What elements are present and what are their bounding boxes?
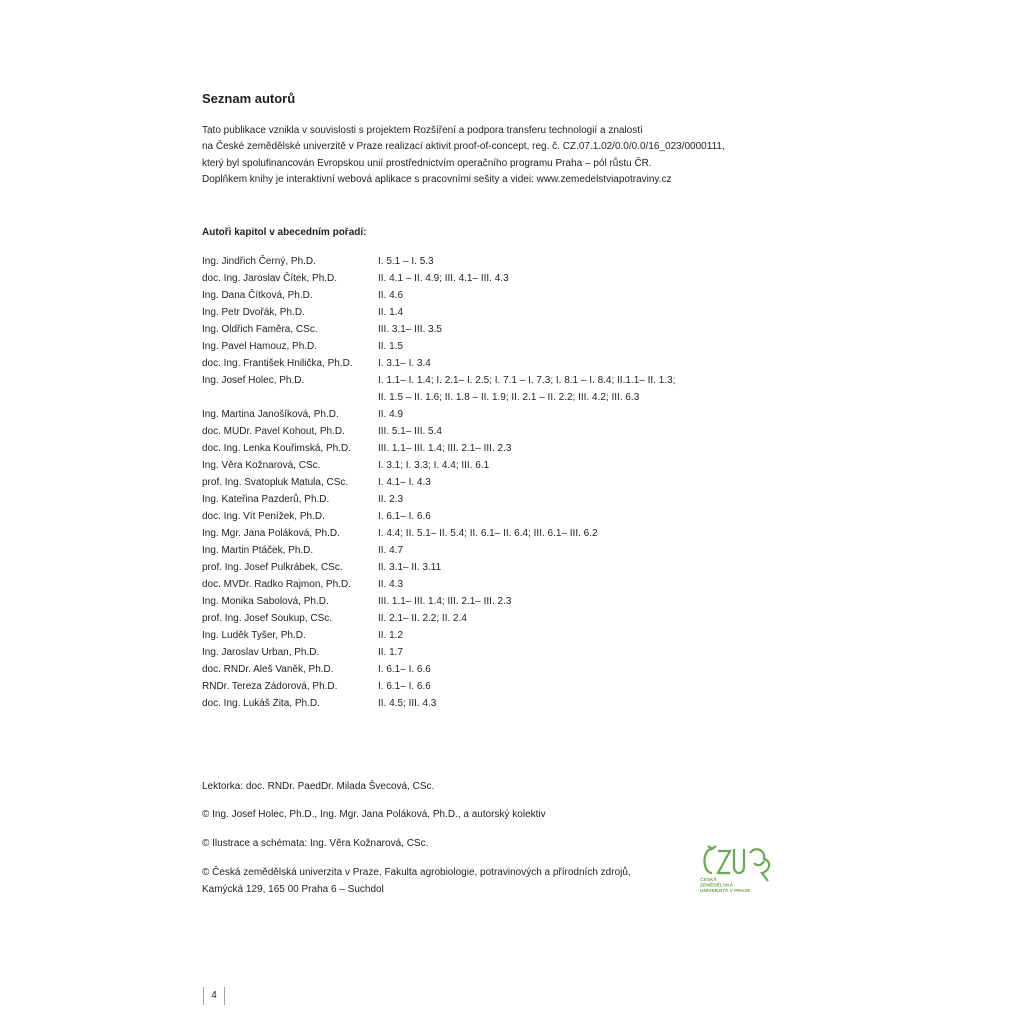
author-name: Ing. Dana Čítková, Ph.D.	[202, 290, 313, 301]
intro-line: Tato publikace vznikla v souvislosti s projektem Rozšíření a podpora transferu technologií a znalostí	[202, 125, 643, 136]
author-name: Ing. Monika Sabolová, Ph.D.	[202, 596, 329, 607]
authors-list	[202, 253, 762, 712]
logo-caption-line: ČESKÁ	[700, 878, 717, 883]
author-chapters	[378, 338, 762, 355]
copyright-authors: © Ing. Josef Holec, Ph.D., Ing. Mgr. Jana Poláková, Ph.D., a autorský kolektiv	[202, 809, 546, 820]
author-chapters	[378, 372, 762, 406]
authors-heading: Autoři kapitol v abecedním pořadí:	[202, 227, 367, 238]
author-chapters-line: I. 4.1– I. 4.3	[378, 477, 431, 488]
author-row	[202, 627, 762, 644]
author-row	[202, 423, 762, 440]
author-name: doc. RNDr. Aleš Vaněk, Ph.D.	[202, 664, 334, 675]
copyright-publisher	[202, 865, 631, 898]
author-chapters	[378, 678, 762, 695]
author-chapters	[378, 253, 762, 270]
author-row	[202, 287, 762, 304]
author-row	[202, 304, 762, 321]
intro-line: na České zemědělské univerzitě v Praze realizací aktivit proof-of-concept, reg. č. CZ.07.1.02/0.0/0.0/16_023/0000111,	[202, 141, 725, 153]
author-name: Ing. Mgr. Jana Poláková, Ph.D.	[202, 528, 340, 539]
author-chapters-line: I. 4.4; II. 5.1– II. 5.4; II. 6.1– II. 6.4; III. 6.1– III. 6.2	[378, 528, 598, 539]
czu-lion-logo-icon	[698, 843, 776, 895]
intro-line: který byl spolufinancován Evropskou unií prostřednictvím operačního programu Praha – pól růstu ČR.	[202, 157, 652, 169]
author-name: Ing. Oldřich Faměra, CSc.	[202, 324, 318, 335]
author-row	[202, 355, 762, 372]
author-chapters-line: I. 6.1– I. 6.6	[378, 664, 431, 675]
author-chapters-line: I. 5.1 – I. 5.3	[378, 256, 434, 267]
author-name: doc. Ing. Lukáš Zita, Ph.D.	[202, 698, 320, 709]
author-chapters-line: III. 5.1– III. 5.4	[378, 426, 442, 437]
page-title: Seznam autorů	[202, 91, 296, 106]
author-chapters	[378, 491, 762, 508]
author-chapters-line: II. 1.4	[378, 307, 404, 318]
reviewer-line: Lektorka: doc. RNDr. PaedDr. Milada Švecová, CSc.	[202, 781, 435, 792]
author-row	[202, 678, 762, 695]
author-chapters	[378, 457, 762, 474]
author-row	[202, 576, 762, 593]
author-name: prof. Ing. Josef Pulkrábek, CSc.	[202, 562, 343, 573]
author-chapters	[378, 576, 762, 593]
author-chapters-line: II. 1.2	[378, 630, 404, 641]
author-chapters-line: I. 3.1– I. 3.4	[378, 358, 431, 369]
intro-paragraph	[202, 123, 822, 188]
author-row	[202, 644, 762, 661]
author-row	[202, 491, 762, 508]
author-row	[202, 559, 762, 576]
author-chapters-line: II. 4.7	[378, 545, 404, 556]
author-row	[202, 440, 762, 457]
author-chapters-line: II. 4.9	[378, 409, 404, 420]
author-chapters	[378, 542, 762, 559]
author-chapters-line: III. 1.1– III. 1.4; III. 2.1– III. 2.3	[378, 596, 512, 607]
author-row	[202, 474, 762, 491]
author-name: prof. Ing. Svatopluk Matula, CSc.	[202, 477, 349, 488]
copyright-illustrations: © Ilustrace a schémata: Ing. Věra Kožnarová, CSc.	[202, 838, 429, 849]
author-chapters	[378, 525, 762, 542]
author-row	[202, 321, 762, 338]
author-name: Ing. Kateřina Pazderů, Ph.D.	[202, 494, 330, 505]
author-name: doc. MUDr. Pavel Kohout, Ph.D.	[202, 426, 345, 437]
author-row	[202, 270, 762, 287]
author-chapters	[378, 508, 762, 525]
author-chapters	[378, 661, 762, 678]
author-chapters-line: II. 4.1 – II. 4.9; III. 4.1– III. 4.3	[378, 273, 509, 284]
author-chapters	[378, 355, 762, 372]
author-name: Ing. Pavel Hamouz, Ph.D.	[202, 341, 318, 352]
author-row	[202, 406, 762, 423]
author-chapters-line: II. 1.5	[378, 341, 404, 352]
author-chapters-line: I. 1.1– I. 1.4; I. 2.1– I. 2.5; I. 7.1 – I. 7.3; I. 8.1 – I. 8.4; II.1.1– II. 1.3;	[378, 375, 676, 386]
page-number: 4	[203, 987, 225, 1005]
author-chapters	[378, 406, 762, 423]
author-chapters	[378, 610, 762, 627]
author-chapters	[378, 287, 762, 304]
author-chapters	[378, 321, 762, 338]
author-row	[202, 253, 762, 270]
author-row	[202, 338, 762, 355]
author-chapters	[378, 423, 762, 440]
author-chapters	[378, 440, 762, 457]
author-row	[202, 457, 762, 474]
author-name: Ing. Jaroslav Urban, Ph.D.	[202, 647, 320, 658]
author-name: doc. Ing. Jaroslav Čítek, Ph.D.	[202, 273, 338, 284]
author-name: Ing. Jindřich Černý, Ph.D.	[202, 256, 316, 267]
author-chapters-line: III. 1.1– III. 1.4; III. 2.1– III. 2.3	[378, 443, 512, 454]
author-name: Ing. Martina Janošíková, Ph.D.	[202, 409, 339, 420]
author-row	[202, 661, 762, 678]
author-chapters	[378, 695, 762, 712]
author-name: RNDr. Tereza Zádorová, Ph.D.	[202, 681, 338, 692]
author-name: Ing. Martin Ptáček, Ph.D.	[202, 545, 314, 556]
author-name: Ing. Luděk Tyšer, Ph.D.	[202, 630, 306, 641]
author-row	[202, 593, 762, 610]
author-row	[202, 695, 762, 712]
author-chapters-line: II. 1.5 – II. 1.6; II. 1.8 – II. 1.9; II. 2.1 – II. 2.2; III. 4.2; III. 6.3	[378, 392, 640, 403]
logo-caption-line: UNIVERZITA V PRAZE	[700, 889, 751, 894]
author-row	[202, 610, 762, 627]
logo-caption-line: ZEMĚDĚLSKÁ	[700, 883, 734, 889]
author-row	[202, 525, 762, 542]
author-row	[202, 372, 762, 406]
intro-line: Doplňkem knihy je interaktivní webová aplikace s pracovními sešity a videi: www.zemedelstviapotraviny.cz	[202, 173, 672, 185]
author-chapters	[378, 627, 762, 644]
copyright-publisher-line: © Česká zemědělská univerzita v Praze, Fakulta agrobiologie, potravinových a přírodních zdrojů,	[202, 867, 631, 878]
author-chapters-line: II. 4.5; III. 4.3	[378, 698, 437, 709]
author-chapters	[378, 559, 762, 576]
author-chapters	[378, 644, 762, 661]
author-name: doc. Ing. Lenka Kouřimská, Ph.D.	[202, 443, 351, 454]
author-name: Ing. Josef Holec, Ph.D.	[202, 375, 305, 386]
author-chapters-line: II. 2.3	[378, 494, 404, 505]
author-chapters-line: II. 4.6	[378, 290, 404, 301]
author-chapters	[378, 474, 762, 491]
author-row	[202, 542, 762, 559]
author-row	[202, 508, 762, 525]
author-chapters-line: I. 6.1– I. 6.6	[378, 511, 431, 522]
author-name: doc. MVDr. Radko Rajmon, Ph.D.	[202, 579, 351, 590]
author-chapters-line: III. 3.1– III. 3.5	[378, 324, 442, 335]
author-name: doc. Ing. Vít Penížek, Ph.D.	[202, 511, 325, 522]
author-chapters-line: II. 2.1– II. 2.2; II. 2.4	[378, 613, 467, 624]
copyright-publisher-line: Kamýcká 129, 165 00 Praha 6 – Suchdol	[202, 883, 384, 895]
author-chapters	[378, 593, 762, 610]
author-chapters	[378, 270, 762, 287]
author-chapters	[378, 304, 762, 321]
author-chapters-line: I. 3.1; I. 3.3; I. 4.4; III. 6.1	[378, 460, 490, 471]
author-name: prof. Ing. Josef Soukup, CSc.	[202, 613, 333, 624]
author-chapters-line: II. 4.3	[378, 579, 404, 590]
author-name: doc. Ing. František Hnilička, Ph.D.	[202, 358, 353, 369]
author-chapters-line: I. 6.1– I. 6.6	[378, 681, 431, 692]
author-chapters-line: II. 1.7	[378, 647, 404, 658]
author-chapters-line: II. 3.1– II. 3.11	[378, 562, 442, 573]
author-name: Ing. Petr Dvořák, Ph.D.	[202, 307, 305, 318]
author-name: Ing. Věra Kožnarová, CSc.	[202, 460, 321, 471]
